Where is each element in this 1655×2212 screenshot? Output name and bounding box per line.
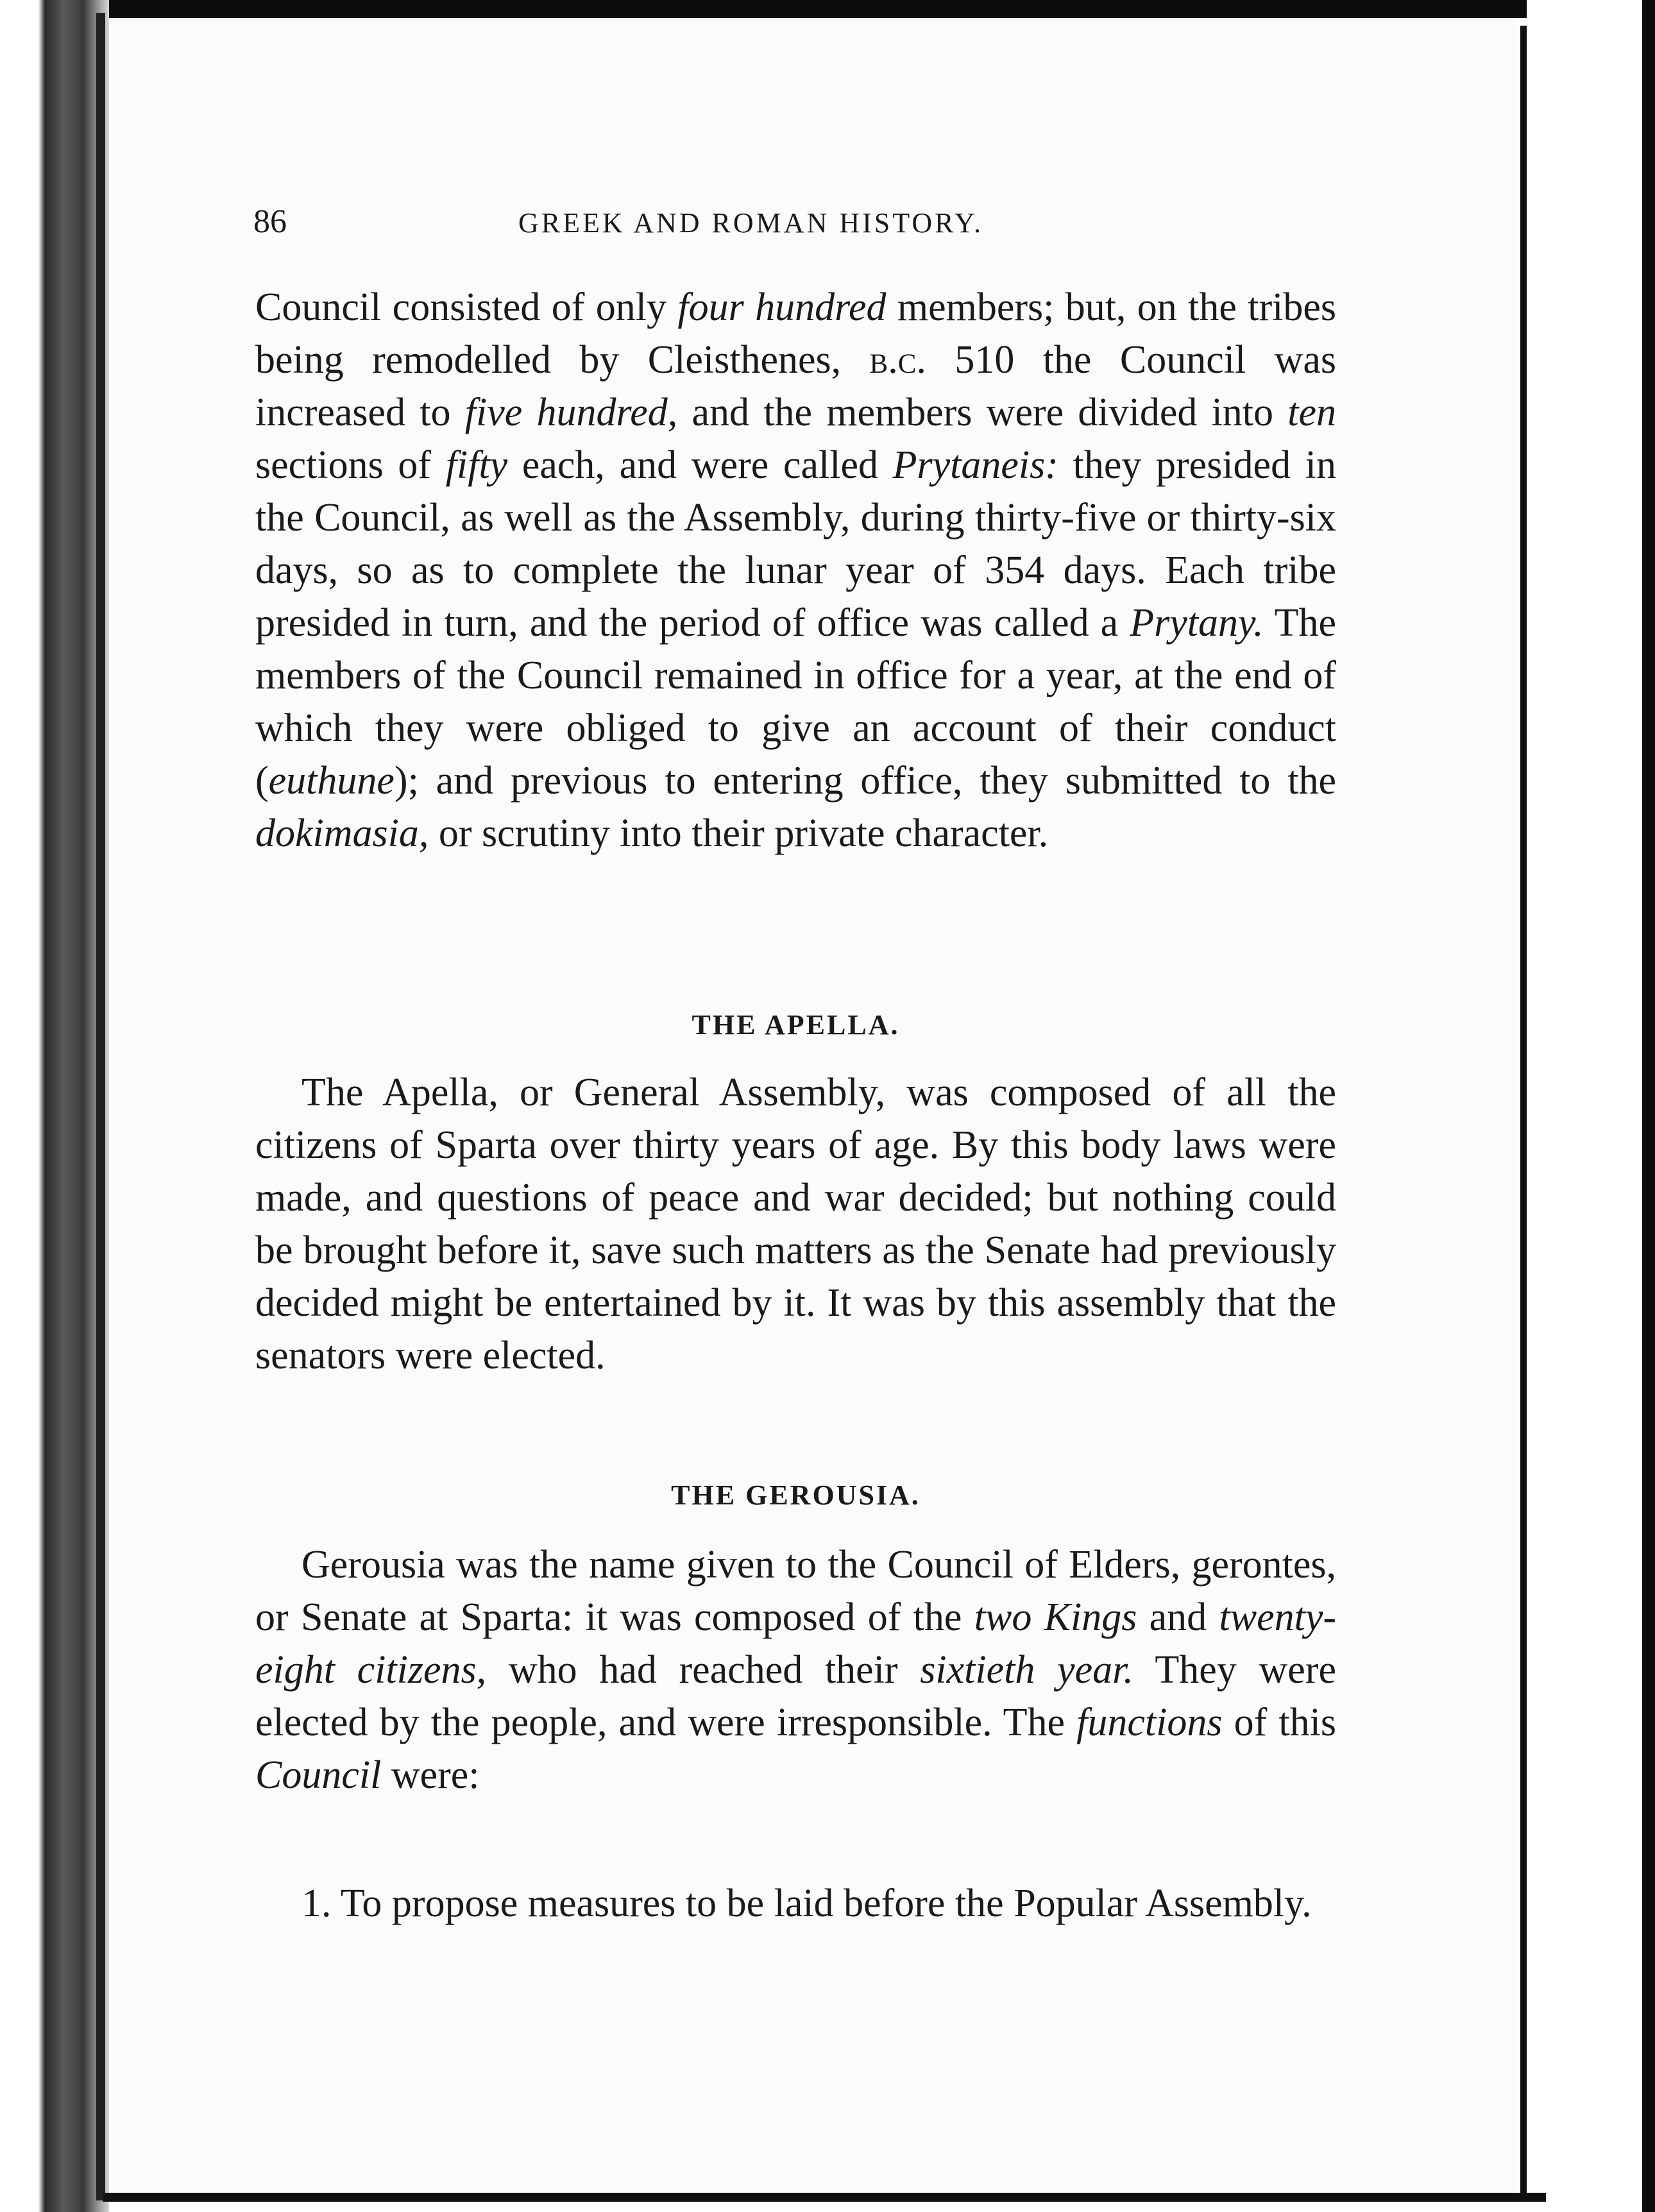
era-abbreviation: b.c. [869,338,926,382]
scan-right-margin [1527,0,1655,2212]
italic-span: two Kings [974,1595,1137,1639]
text-span: The members of the Council remained in office for a year, at the end of which they were obliged to give an account of their conduct ( [255,601,1336,803]
text-span: and previous to entering office, they submitted to the [418,759,1336,803]
text-span: Council consisted of only [255,285,678,329]
running-title: GREEK AND ROMAN HISTORY. [518,207,984,239]
text-span: and the members were divided into [677,391,1288,434]
paragraph-apella [255,1066,1336,1382]
italic-span: sixtieth year. [920,1648,1133,1692]
list-item-text: 1. To propose measures to be laid before the Popular Assembly. [301,1882,1312,1925]
section-heading-gerousia: THE GEROUSIA. [671,1479,921,1511]
paragraph-apella-text: The Apella, or General Assembly, was composed of all the citizens of Sparta over thirty years of age. By this body laws were made, and questions of peace and war decided; but nothing could be brought before it, save such matters as the Senate had previously decided might be entertained by it. It was by this assembly that the senators were elected. [255,1071,1336,1377]
text-span: each, and were called [507,443,893,487]
text-span: ); [394,759,419,803]
text-span: They were elected by the people, and were irresponsible. The [255,1648,1336,1744]
section-heading-apella: THE APELLA. [692,1009,900,1041]
italic-span: four hundred [677,285,887,329]
text-span: members; but, on the tribes being remodelled by Cleisthenes, [255,285,1337,382]
scan-right-edge [1642,0,1655,2212]
italic-span: twenty-eight citizens, [255,1595,1336,1692]
page-bottom-edge [103,2193,1546,2202]
italic-span: functions [1076,1701,1223,1744]
text-span: of this [1222,1701,1336,1744]
paragraph-council [255,281,1336,860]
italic-span: Prytaneis: [892,443,1058,487]
text-span: and [1137,1595,1219,1639]
italic-span: ten [1287,391,1336,434]
page-number: 86 [253,203,287,240]
paragraph-gerousia [255,1538,1336,1801]
text-span: who had reached their [486,1648,921,1692]
text-span: or scrutiny into their private character. [429,812,1049,855]
italic-span: fifty [445,443,508,487]
list-item-function-1 [255,1877,1336,1930]
page-right-edge [1520,26,1527,2200]
text-span: Gerousia was the name given to the Council of Elders, gerontes, or Senate at Sparta: it was composed of the [255,1543,1336,1639]
book-spine-edge [0,0,109,2212]
text-span: 510 the Council was increased to [255,338,1336,434]
italic-span: five hundred, [464,391,678,434]
running-head [253,203,1094,241]
book-spine-shadow [96,13,105,2200]
text-span: were: [381,1753,480,1797]
italic-span: dokimasia, [255,812,429,855]
text-span: they presided in the Council, as well as the Assembly, during thirty-five or thirty-six days, so as to complete the lunar year of 354 days. Each tribe presided in turn, and the period of office was called a [255,443,1336,645]
text-span: sections of [255,443,446,487]
italic-span: Council [255,1753,382,1797]
paragraph-gerousia-text [255,1538,1336,1801]
paragraph-council-text [255,281,1336,860]
scan-top-edge [0,0,1655,18]
italic-span: euthune [268,759,395,803]
italic-span: Prytany. [1130,601,1264,645]
